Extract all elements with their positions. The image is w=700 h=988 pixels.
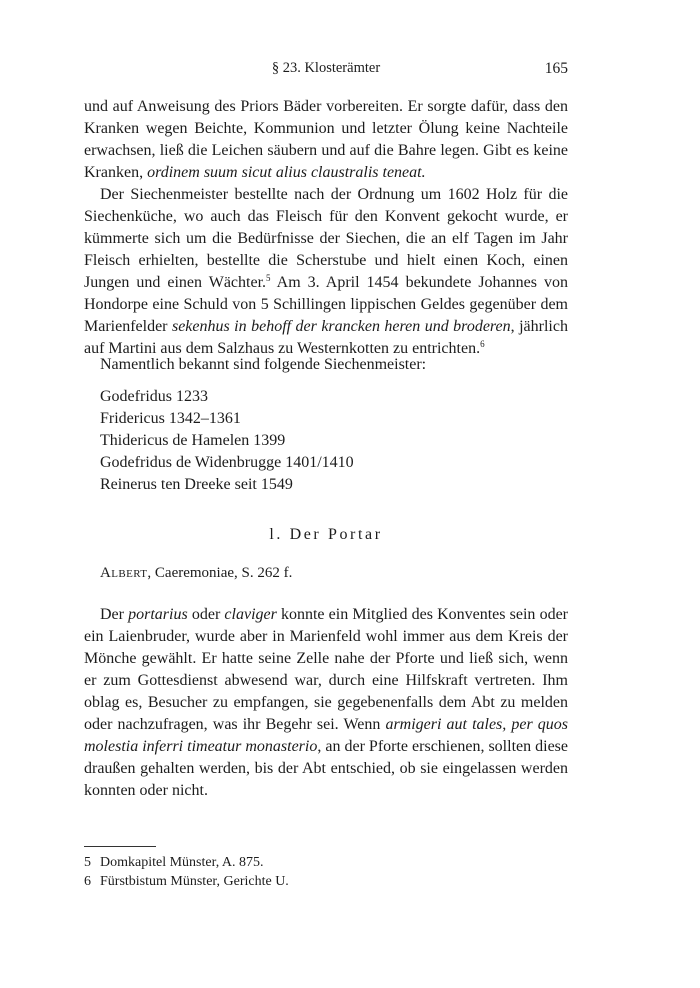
siechenmeister-list [100, 386, 354, 496]
footnote-separator [84, 846, 156, 847]
list-item: Godefridus de Widenbrugge 1401/1410 [100, 454, 354, 471]
section-heading: l. Der Portar [269, 526, 383, 543]
running-header [84, 60, 568, 82]
footnote-ref-6[interactable]: 6 [480, 339, 485, 349]
paragraph-2: Der Siechenmeister bestellte nach der Ordnung um 1602 Holz für die Siechenküche, wo auch das Fleisch für den Konvent gekocht wurde, er kümmerte sich um die Bedürfnisse der Siechen, die an elf Tagen im Jahr Fleisch erhielten, bestellte die Scherstube und hielt einen Koch, einen Jungen und einen Wächter.$^5$ Am 3. April 1454 bekundete Johannes von Hondorpe eine Schuld von 5 Schillingen lippischen Geldes gegenüber dem Marienfelder sekenhus in behoff der krancken heren und broderen, jährlich auf Martini aus dem Salzhaus zu Westernkotten zu entrichten.$^6$ [84, 186, 568, 357]
citation-author: Albert [100, 565, 148, 581]
footnotes [84, 853, 289, 891]
paragraph-1: und auf Anweisung des Priors Bäder vorbereiten. Er sorgte dafür, dass den Kranken wegen Beichte, Kommunion und letzter Ölung keine Nachteile erwachsen, ließ die Leichen säubern und auf die Bahre legen. Gibt es keine Kranken, ordinem suum sicut alius claustralis teneat. [84, 98, 568, 181]
list-item: Godefridus 1233 [100, 388, 208, 405]
list-intro: Namentlich bekannt sind folgende Siechenmeister: [100, 356, 427, 373]
latin-quote: armigeri aut tales, per quos molestia inferri timeatur monasterio [84, 716, 569, 755]
list-item: Reinerus ten Dreeke seit 1549 [100, 476, 293, 493]
list-item: Thidericus de Hamelen 1399 [100, 432, 286, 449]
latin-quote: sekenhus in behoff der krancken heren und broderen [171, 318, 511, 335]
list-item: Fridericus 1342–1361 [100, 410, 241, 427]
footnote-ref-5[interactable]: 5 [266, 273, 271, 283]
literature-citation: Albert, Caeremoniae, S. 262 f. [100, 565, 293, 581]
text-block-portar [84, 604, 568, 802]
text-block-siechenmeister [84, 96, 568, 360]
running-title: § 23. Klosterämter [271, 60, 381, 76]
latin-quote: ordinem suum sicut alius claustralis teneat. [147, 164, 426, 181]
paragraph-3: Der portarius oder claviger konnte ein Mitglied des Konventes sein oder ein Laienbruder, wurde aber in Marienfeld wohl immer aus dem Kreis der Mönche gewählt. Er hatte seine Zelle nahe der Pforte und ließ sich, wenn er zum Gottesdienst abwesend war, durch eine Hilfskraft vertreten. Ihm oblag es, Besucher zu empfangen, sie gegebenenfalls dem Abt zu melden oder nachzufragen, was ihr Begehr sei. Wenn armigeri aut tales, per quos molestia inferri timeatur monasterio, an der Pforte erschienen, sollten diese draußen gehalten werden, bis der Abt entschied, ob sie eingelassen werden konnten oder nicht. [84, 606, 569, 799]
page-number: 165 [544, 60, 568, 77]
footnote-5: 5 Domkapitel Münster, A. 875. [84, 855, 264, 870]
footnote-6: 6 Fürstbistum Münster, Gerichte U. [84, 874, 289, 889]
